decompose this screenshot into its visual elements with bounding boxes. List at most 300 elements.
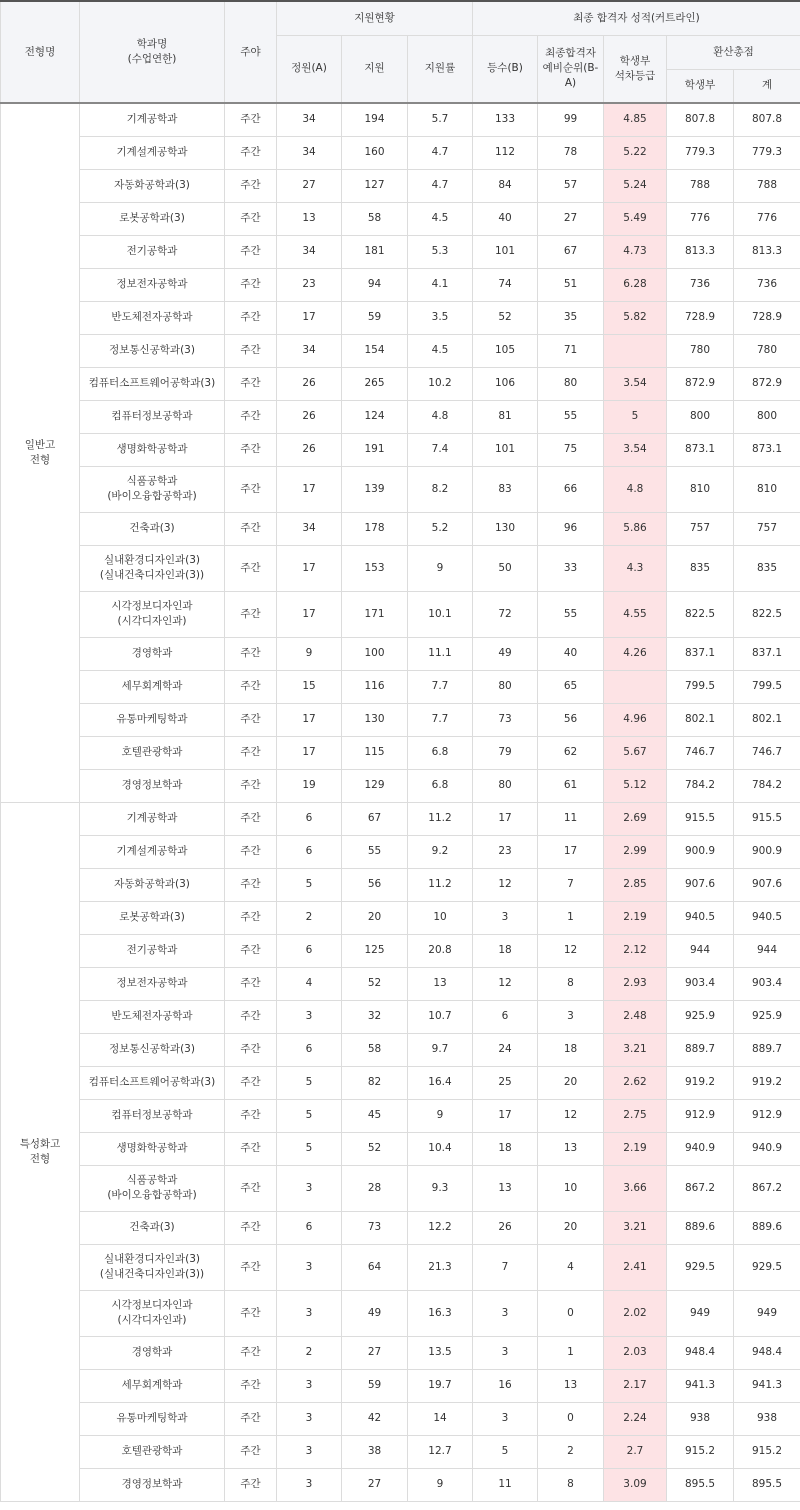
score-total-cell: 757: [734, 512, 800, 545]
department-cell: 정보통신공학과(3): [80, 1033, 225, 1066]
ratio-cell: 4.7: [408, 136, 473, 169]
day-night-cell: 주간: [225, 637, 277, 670]
day-night-cell: 주간: [225, 1290, 277, 1336]
rank-cell: 18: [473, 1132, 538, 1165]
score-total-cell: 944: [734, 934, 800, 967]
rank-cell: 40: [473, 202, 538, 235]
waitlist-cell: 13: [538, 1132, 604, 1165]
score-total-cell: 900.9: [734, 835, 800, 868]
waitlist-cell: 65: [538, 670, 604, 703]
rank-cell: 25: [473, 1066, 538, 1099]
rank-cell: 84: [473, 169, 538, 202]
applicants-cell: 127: [342, 169, 408, 202]
department-cell: 정보전자공학과: [80, 967, 225, 1000]
grade-cell: 5.82: [604, 301, 667, 334]
table-row: [1, 466, 800, 512]
grade-cell: 2.7: [604, 1435, 667, 1468]
score-record-cell: 900.9: [667, 835, 734, 868]
header-department: 학과명 (수업연한): [80, 1, 225, 103]
department-cell: 기계설계공학과: [80, 835, 225, 868]
applicants-cell: 94: [342, 268, 408, 301]
grade-cell: 2.48: [604, 1000, 667, 1033]
department-cell: 컴퓨터소프트웨어공학과(3): [80, 1066, 225, 1099]
department-cell: 경영정보학과: [80, 769, 225, 802]
grade-cell: 2.17: [604, 1369, 667, 1402]
score-record-cell: 872.9: [667, 367, 734, 400]
table-body: [1, 103, 800, 1501]
applicants-cell: 64: [342, 1244, 408, 1290]
quota-cell: 17: [277, 545, 342, 591]
score-total-cell: 802.1: [734, 703, 800, 736]
grade-cell: 2.93: [604, 967, 667, 1000]
day-night-cell: 주간: [225, 334, 277, 367]
applicants-cell: 20: [342, 901, 408, 934]
ratio-cell: 10.2: [408, 367, 473, 400]
table-row: [1, 736, 800, 769]
score-record-cell: 736: [667, 268, 734, 301]
rank-cell: 23: [473, 835, 538, 868]
applicants-cell: 27: [342, 1468, 408, 1501]
grade-cell: 2.85: [604, 868, 667, 901]
rank-cell: 79: [473, 736, 538, 769]
table-row: [1, 934, 800, 967]
ratio-cell: 4.1: [408, 268, 473, 301]
score-total-cell: 915.2: [734, 1435, 800, 1468]
table-row: [1, 769, 800, 802]
waitlist-cell: 67: [538, 235, 604, 268]
department-cell: 정보통신공학과(3): [80, 334, 225, 367]
ratio-cell: 10: [408, 901, 473, 934]
quota-cell: 17: [277, 703, 342, 736]
ratio-cell: 3.5: [408, 301, 473, 334]
rank-cell: 101: [473, 235, 538, 268]
grade-cell: 4.8: [604, 466, 667, 512]
ratio-cell: 9: [408, 1468, 473, 1501]
quota-cell: 3: [277, 1435, 342, 1468]
score-record-cell: 938: [667, 1402, 734, 1435]
applicants-cell: 116: [342, 670, 408, 703]
day-night-cell: 주간: [225, 169, 277, 202]
waitlist-cell: 61: [538, 769, 604, 802]
waitlist-cell: 62: [538, 736, 604, 769]
department-cell: 기계공학과: [80, 802, 225, 835]
applicants-cell: 49: [342, 1290, 408, 1336]
quota-cell: 5: [277, 1132, 342, 1165]
table-row: [1, 1211, 800, 1244]
score-record-cell: 799.5: [667, 670, 734, 703]
table-row: [1, 169, 800, 202]
quota-cell: 15: [277, 670, 342, 703]
waitlist-cell: 7: [538, 868, 604, 901]
applicants-cell: 28: [342, 1165, 408, 1211]
grade-cell: 3.54: [604, 367, 667, 400]
department-cell: 세무회계학과: [80, 1369, 225, 1402]
table-row: [1, 1290, 800, 1336]
quota-cell: 13: [277, 202, 342, 235]
quota-cell: 17: [277, 466, 342, 512]
score-total-cell: 807.8: [734, 103, 800, 136]
applicants-cell: 181: [342, 235, 408, 268]
ratio-cell: 4.5: [408, 202, 473, 235]
applicants-cell: 56: [342, 868, 408, 901]
day-night-cell: 주간: [225, 202, 277, 235]
ratio-cell: 4.7: [408, 169, 473, 202]
grade-cell: 6.28: [604, 268, 667, 301]
table-row: [1, 868, 800, 901]
table-row: [1, 1468, 800, 1501]
ratio-cell: 6.8: [408, 736, 473, 769]
waitlist-cell: 10: [538, 1165, 604, 1211]
table-row: [1, 433, 800, 466]
rank-cell: 80: [473, 769, 538, 802]
applicants-cell: 115: [342, 736, 408, 769]
waitlist-cell: 27: [538, 202, 604, 235]
score-record-cell: 807.8: [667, 103, 734, 136]
quota-cell: 6: [277, 1211, 342, 1244]
department-cell: 자동화공학과(3): [80, 868, 225, 901]
day-night-cell: 주간: [225, 1033, 277, 1066]
department-cell: 시각정보디자인과 (시각디자인과): [80, 591, 225, 637]
day-night-cell: 주간: [225, 1435, 277, 1468]
day-night-cell: 주간: [225, 901, 277, 934]
quota-cell: 26: [277, 433, 342, 466]
waitlist-cell: 18: [538, 1033, 604, 1066]
grade-cell: 2.03: [604, 1336, 667, 1369]
day-night-cell: 주간: [225, 802, 277, 835]
rank-cell: 5: [473, 1435, 538, 1468]
grade-cell: 4.96: [604, 703, 667, 736]
rank-cell: 49: [473, 637, 538, 670]
department-cell: 유통마케팅학과: [80, 703, 225, 736]
department-cell: 생명화학공학과: [80, 433, 225, 466]
grade-cell: 3.66: [604, 1165, 667, 1211]
header-applicants: 지원: [342, 35, 408, 103]
table-row: [1, 367, 800, 400]
quota-cell: 5: [277, 1066, 342, 1099]
quota-cell: 3: [277, 1468, 342, 1501]
score-total-cell: 776: [734, 202, 800, 235]
score-record-cell: 949: [667, 1290, 734, 1336]
day-night-cell: 주간: [225, 433, 277, 466]
applicants-cell: 129: [342, 769, 408, 802]
waitlist-cell: 0: [538, 1290, 604, 1336]
rank-cell: 26: [473, 1211, 538, 1244]
table-row: [1, 512, 800, 545]
score-total-cell: 938: [734, 1402, 800, 1435]
grade-cell: 2.41: [604, 1244, 667, 1290]
rank-cell: 112: [473, 136, 538, 169]
table-row: [1, 1435, 800, 1468]
applicants-cell: 73: [342, 1211, 408, 1244]
score-record-cell: 757: [667, 512, 734, 545]
ratio-cell: 4.8: [408, 400, 473, 433]
score-total-cell: 800: [734, 400, 800, 433]
score-total-cell: 915.5: [734, 802, 800, 835]
table-row: [1, 136, 800, 169]
score-total-cell: 780: [734, 334, 800, 367]
day-night-cell: 주간: [225, 367, 277, 400]
header-quota: 정원(A): [277, 35, 342, 103]
rank-cell: 11: [473, 1468, 538, 1501]
ratio-cell: 14: [408, 1402, 473, 1435]
waitlist-cell: 71: [538, 334, 604, 367]
table-row: [1, 545, 800, 591]
score-total-cell: 799.5: [734, 670, 800, 703]
rank-cell: 72: [473, 591, 538, 637]
quota-cell: 34: [277, 512, 342, 545]
rank-cell: 17: [473, 1099, 538, 1132]
department-cell: 컴퓨터정보공학과: [80, 1099, 225, 1132]
waitlist-cell: 66: [538, 466, 604, 512]
score-total-cell: 889.7: [734, 1033, 800, 1066]
grade-cell: 5: [604, 400, 667, 433]
quota-cell: 3: [277, 1244, 342, 1290]
grade-cell: 4.55: [604, 591, 667, 637]
department-cell: 기계설계공학과: [80, 136, 225, 169]
department-cell: 세무회계학과: [80, 670, 225, 703]
grade-cell: 4.73: [604, 235, 667, 268]
department-cell: 호텔관광학과: [80, 736, 225, 769]
ratio-cell: 10.7: [408, 1000, 473, 1033]
grade-cell: 2.62: [604, 1066, 667, 1099]
score-record-cell: 802.1: [667, 703, 734, 736]
department-cell: 컴퓨터소프트웨어공학과(3): [80, 367, 225, 400]
table-row: [1, 967, 800, 1000]
waitlist-cell: 3: [538, 1000, 604, 1033]
waitlist-cell: 4: [538, 1244, 604, 1290]
rank-cell: 106: [473, 367, 538, 400]
applicants-cell: 58: [342, 1033, 408, 1066]
department-cell: 반도체전자공학과: [80, 1000, 225, 1033]
score-total-cell: 736: [734, 268, 800, 301]
waitlist-cell: 8: [538, 967, 604, 1000]
table-header: [1, 1, 800, 103]
rank-cell: 12: [473, 868, 538, 901]
score-total-cell: 889.6: [734, 1211, 800, 1244]
table-row: [1, 1165, 800, 1211]
table-row: [1, 301, 800, 334]
score-total-cell: 925.9: [734, 1000, 800, 1033]
quota-cell: 17: [277, 591, 342, 637]
score-record-cell: 919.2: [667, 1066, 734, 1099]
department-cell: 식품공학과 (바이오융합공학과): [80, 1165, 225, 1211]
score-record-cell: 867.2: [667, 1165, 734, 1211]
table-row: [1, 802, 800, 835]
grade-cell: 2.69: [604, 802, 667, 835]
score-record-cell: 813.3: [667, 235, 734, 268]
waitlist-cell: 2: [538, 1435, 604, 1468]
ratio-cell: 10.4: [408, 1132, 473, 1165]
quota-cell: 5: [277, 1099, 342, 1132]
day-night-cell: 주간: [225, 736, 277, 769]
department-cell: 건축과(3): [80, 512, 225, 545]
applicants-cell: 265: [342, 367, 408, 400]
table-row: [1, 103, 800, 136]
day-night-cell: 주간: [225, 136, 277, 169]
quota-cell: 2: [277, 901, 342, 934]
rank-cell: 24: [473, 1033, 538, 1066]
quota-cell: 19: [277, 769, 342, 802]
day-night-cell: 주간: [225, 591, 277, 637]
grade-cell: 5.67: [604, 736, 667, 769]
table-row: [1, 1000, 800, 1033]
score-record-cell: 915.5: [667, 802, 734, 835]
table-row: [1, 1099, 800, 1132]
score-record-cell: 776: [667, 202, 734, 235]
grade-cell: 5.22: [604, 136, 667, 169]
applicants-cell: 191: [342, 433, 408, 466]
header-converted-score: 환산총점: [667, 35, 800, 69]
day-night-cell: 주간: [225, 512, 277, 545]
header-score-record: 학생부: [667, 69, 734, 103]
header-rank: 등수(B): [473, 35, 538, 103]
grade-cell: 5.12: [604, 769, 667, 802]
score-total-cell: 940.5: [734, 901, 800, 934]
applicants-cell: 160: [342, 136, 408, 169]
rank-cell: 50: [473, 545, 538, 591]
department-cell: 호텔관광학과: [80, 1435, 225, 1468]
grade-cell: 2.12: [604, 934, 667, 967]
rank-cell: 81: [473, 400, 538, 433]
day-night-cell: 주간: [225, 1165, 277, 1211]
waitlist-cell: 1: [538, 901, 604, 934]
ratio-cell: 9.3: [408, 1165, 473, 1211]
rank-cell: 6: [473, 1000, 538, 1033]
table-row: [1, 591, 800, 637]
applicants-cell: 45: [342, 1099, 408, 1132]
waitlist-cell: 99: [538, 103, 604, 136]
score-record-cell: 941.3: [667, 1369, 734, 1402]
department-cell: 로봇공학과(3): [80, 901, 225, 934]
score-record-cell: 895.5: [667, 1468, 734, 1501]
ratio-cell: 10.1: [408, 591, 473, 637]
ratio-cell: 8.2: [408, 466, 473, 512]
score-record-cell: 779.3: [667, 136, 734, 169]
rank-cell: 3: [473, 1336, 538, 1369]
waitlist-cell: 20: [538, 1066, 604, 1099]
grade-cell: 5.24: [604, 169, 667, 202]
day-night-cell: 주간: [225, 545, 277, 591]
rank-cell: 3: [473, 901, 538, 934]
rank-cell: 133: [473, 103, 538, 136]
score-total-cell: 784.2: [734, 769, 800, 802]
ratio-cell: 7.7: [408, 670, 473, 703]
grade-cell: 3.21: [604, 1211, 667, 1244]
quota-cell: 3: [277, 1402, 342, 1435]
applicants-cell: 154: [342, 334, 408, 367]
score-record-cell: 784.2: [667, 769, 734, 802]
day-night-cell: 주간: [225, 235, 277, 268]
waitlist-cell: 12: [538, 934, 604, 967]
table-row: [1, 1402, 800, 1435]
score-record-cell: 800: [667, 400, 734, 433]
department-cell: 유통마케팅학과: [80, 1402, 225, 1435]
waitlist-cell: 17: [538, 835, 604, 868]
grade-cell: [604, 670, 667, 703]
rank-cell: 3: [473, 1290, 538, 1336]
applicants-cell: 59: [342, 301, 408, 334]
header-day-night: 주야: [225, 1, 277, 103]
day-night-cell: 주간: [225, 466, 277, 512]
day-night-cell: 주간: [225, 1099, 277, 1132]
score-total-cell: 728.9: [734, 301, 800, 334]
ratio-cell: 13: [408, 967, 473, 1000]
score-record-cell: 728.9: [667, 301, 734, 334]
quota-cell: 9: [277, 637, 342, 670]
score-total-cell: 941.3: [734, 1369, 800, 1402]
score-record-cell: 940.9: [667, 1132, 734, 1165]
score-record-cell: 944: [667, 934, 734, 967]
rank-cell: 73: [473, 703, 538, 736]
table-row: [1, 703, 800, 736]
quota-cell: 34: [277, 334, 342, 367]
department-cell: 자동화공학과(3): [80, 169, 225, 202]
rank-cell: 12: [473, 967, 538, 1000]
header-ratio: 지원률: [408, 35, 473, 103]
quota-cell: 3: [277, 1000, 342, 1033]
ratio-cell: 21.3: [408, 1244, 473, 1290]
applicants-cell: 194: [342, 103, 408, 136]
ratio-cell: 6.8: [408, 769, 473, 802]
header-application-status: 지원현황: [277, 1, 473, 35]
score-total-cell: 895.5: [734, 1468, 800, 1501]
applicants-cell: 171: [342, 591, 408, 637]
score-record-cell: 903.4: [667, 967, 734, 1000]
admission-type-cell: 일반고 전형: [1, 103, 80, 802]
score-record-cell: 948.4: [667, 1336, 734, 1369]
waitlist-cell: 11: [538, 802, 604, 835]
ratio-cell: 11.2: [408, 802, 473, 835]
grade-cell: 4.3: [604, 545, 667, 591]
quota-cell: 26: [277, 400, 342, 433]
waitlist-cell: 1: [538, 1336, 604, 1369]
score-total-cell: 779.3: [734, 136, 800, 169]
day-night-cell: 주간: [225, 301, 277, 334]
waitlist-cell: 40: [538, 637, 604, 670]
department-cell: 경영학과: [80, 1336, 225, 1369]
table-row: [1, 1369, 800, 1402]
day-night-cell: 주간: [225, 670, 277, 703]
header-score-total: 계: [734, 69, 800, 103]
quota-cell: 23: [277, 268, 342, 301]
waitlist-cell: 35: [538, 301, 604, 334]
waitlist-cell: 55: [538, 591, 604, 637]
department-cell: 전기공학과: [80, 235, 225, 268]
applicants-cell: 125: [342, 934, 408, 967]
score-total-cell: 837.1: [734, 637, 800, 670]
day-night-cell: 주간: [225, 400, 277, 433]
ratio-cell: 7.4: [408, 433, 473, 466]
score-total-cell: 940.9: [734, 1132, 800, 1165]
applicants-cell: 38: [342, 1435, 408, 1468]
ratio-cell: 4.5: [408, 334, 473, 367]
table-row: [1, 334, 800, 367]
ratio-cell: 11.1: [408, 637, 473, 670]
day-night-cell: 주간: [225, 1369, 277, 1402]
quota-cell: 2: [277, 1336, 342, 1369]
ratio-cell: 9: [408, 1099, 473, 1132]
department-cell: 건축과(3): [80, 1211, 225, 1244]
score-record-cell: 810: [667, 466, 734, 512]
waitlist-cell: 55: [538, 400, 604, 433]
quota-cell: 17: [277, 301, 342, 334]
grade-cell: 4.85: [604, 103, 667, 136]
waitlist-cell: 80: [538, 367, 604, 400]
rank-cell: 3: [473, 1402, 538, 1435]
score-record-cell: 925.9: [667, 1000, 734, 1033]
day-night-cell: 주간: [225, 934, 277, 967]
quota-cell: 34: [277, 103, 342, 136]
